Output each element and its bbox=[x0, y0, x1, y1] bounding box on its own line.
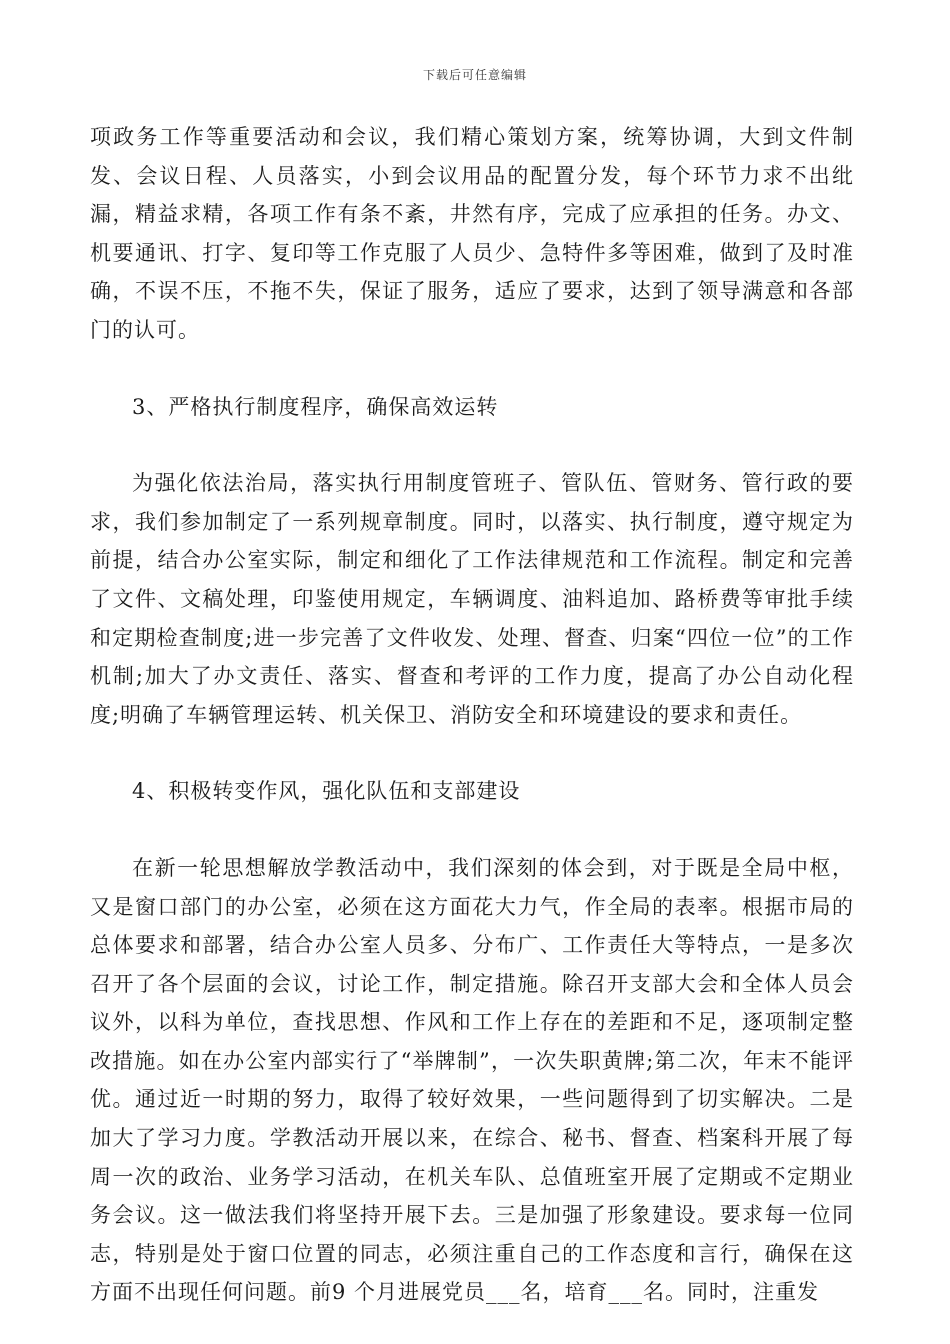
document-body bbox=[90, 118, 854, 1312]
paragraph-gap bbox=[90, 350, 854, 388]
section-heading-3: 3、严格执行制度程序，确保高效运转 bbox=[132, 394, 499, 419]
header-note: 下载后可任意编辑 bbox=[422, 68, 527, 82]
paragraph-gap bbox=[90, 734, 854, 772]
paragraph-regulations: 为强化依法治局，落实执行用制度管班子、管队伍、管财务、管行政的要求，我们参加制定了一系列规章制度。同时，以落实、执行制度，遵守规定为前提，结合办公室实际，制定和细化了工作法律规范和工作流程。制定和完善了文件、文稿处理，印鉴使用规定，车辆调度、油料追加、路桥费等审批手续和定期检查制度;进一步完善了文件收发、处理、督查、归案“四位一位”的工作机制;加大了办文责任、落实、督查和考评的工作力度，提高了办公自动化程度;明确了车辆管理运转、机关保卫、消防安全和环境建设的要求和责任。 bbox=[90, 471, 854, 727]
paragraph-gap bbox=[90, 811, 854, 849]
paragraph-continued: 项政务工作等重要活动和会议，我们精心策划方案，统筹协调，大到文件制发、会议日程、人员落实，小到会议用品的配置分发，每个环节力求不出纰漏，精益求精，各项工作有条不紊，井然有序，完成了应承担的任务。办文、机要通讯、打字、复印等工作克服了人员少、急特件多等困难，做到了及时准确，不误不压，不拖不失，保证了服务，适应了要求，达到了领导满意和各部门的认可。 bbox=[90, 125, 854, 342]
paragraph-team-building: 在新一轮思想解放学教活动中，我们深刻的体会到，对于既是全局中枢，又是窗口部门的办公室，必须在这方面花大力气，作全局的表率。根据市局的总体要求和部署，结合办公室人员多、分布广、工作责任大等特点，一是多次召开了各个层面的会议，讨论工作，制定措施。除召开支部大会和全体人员会议外，以科为单位，查找思想、作风和工作上存在的差距和不足，逐项制定整改措施。如在办公室内部实行了“举牌制”，一次失职黄牌;第二次，年末不能评优。通过近一时期的努力，取得了较好效果，一些问题得到了切实解决。二是加大了学习力度。学教活动开展以来，在综合、秘书、督查、档案科开展了每周一次的政治、业务学习活动，在机关车队、总值班室开展了定期或不定期业务会议。这一做法我们将坚持开展下去。三是加强了形象建设。要求每一位同志，特别是处于窗口位置的同志，必须注重自己的工作态度和言行，确保在这方面不出现任何问题。前9 个月进展党员___名，培育___名。同时，注重发 bbox=[90, 855, 854, 1305]
paragraph-gap bbox=[90, 426, 854, 464]
section-heading-4: 4、积极转变作风，强化队伍和支部建设 bbox=[132, 779, 521, 804]
